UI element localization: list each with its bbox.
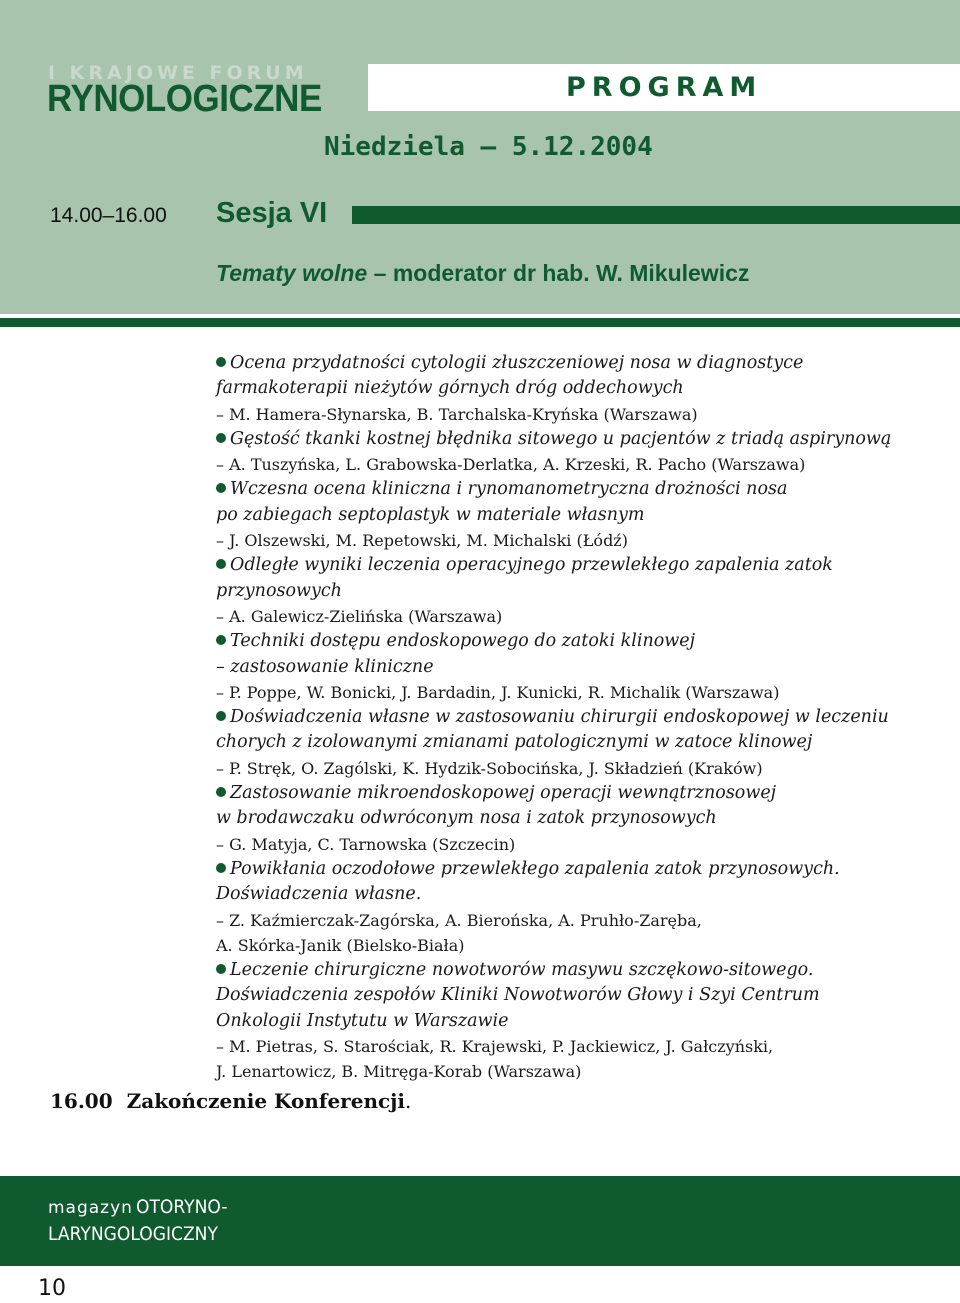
talk-authors: – G. Matyja, C. Tarnowska (Szczecin) bbox=[216, 834, 516, 854]
magazine-title-line2: LARYNGOLOGICZNY bbox=[48, 1223, 218, 1245]
session-time: 14.00–16.00 bbox=[50, 204, 167, 227]
bullet-icon bbox=[216, 787, 226, 797]
page-number: 10 bbox=[38, 1276, 66, 1301]
talk-authors: – P. Poppe, W. Bonicki, J. Bardadin, J. Kunicki, R. Michalik (Warszawa) bbox=[216, 682, 780, 702]
forum-title-line1: I KRAJOWE FORUM bbox=[48, 62, 308, 84]
bullet-icon bbox=[216, 559, 226, 569]
topic-moderator: – moderator dr hab. W. Mikulewicz bbox=[367, 260, 750, 286]
talk-list bbox=[216, 351, 946, 1085]
talk-title: Leczenie chirurgiczne nowotworów masywu szczękowo-sitowego. Doświadczenia zespołów Kliniki Nowotworów Głowy i Szyi Centrum Onkologii Instytutu w Warszawie bbox=[216, 960, 820, 1031]
talk-authors: – Z. Kaźmierczak-Zagórska, A. Bierońska, A. Pruhło-Zaręba, A. Skórka-Janik (Bielsko-Biała) bbox=[216, 910, 702, 955]
forum-title-line2: RYNOLOGICZNE bbox=[47, 78, 322, 120]
program-label: PROGRAM bbox=[566, 72, 763, 103]
talk-item bbox=[216, 705, 946, 781]
talk-authors: – J. Olszewski, M. Repetowski, M. Michalski (Łódź) bbox=[216, 531, 628, 551]
talk-title: Zastosowanie mikroendoskopowej operacji wewnątrznosowej w brodawczaku odwróconym nosa i zatok przynosowych bbox=[216, 783, 777, 829]
bullet-icon bbox=[216, 357, 226, 367]
end-dot: . bbox=[405, 1089, 412, 1113]
talk-item bbox=[216, 781, 946, 857]
talk-item bbox=[216, 553, 946, 629]
talk-item bbox=[216, 958, 946, 1084]
bullet-icon bbox=[216, 433, 226, 443]
talk-authors: – M. Pietras, S. Starościak, R. Krajewski, P. Jackiewicz, J. Gałczyński, J. Lenartowicz, B. Mitręga-Korab (Warszawa) bbox=[216, 1037, 774, 1082]
header-band bbox=[0, 0, 960, 314]
magazine-label: magazyn bbox=[48, 1198, 133, 1218]
talk-authors: – M. Hamera-Słynarska, B. Tarchalska-Kryńska (Warszawa) bbox=[216, 404, 698, 424]
talk-item bbox=[216, 351, 946, 427]
talk-title: Gęstość tkanki kostnej błędnika sitowego u pacjentów z triadą aspirynową bbox=[216, 427, 946, 452]
topic-italic: Tematy wolne bbox=[216, 260, 368, 286]
bullet-icon bbox=[216, 483, 226, 493]
end-time: 16.00 bbox=[50, 1089, 113, 1113]
bullet-icon bbox=[216, 964, 226, 974]
bullet-icon bbox=[216, 711, 226, 721]
end-text: Zakończenie Konferencji bbox=[126, 1089, 405, 1113]
talk-item bbox=[216, 477, 946, 553]
footer-band bbox=[0, 1176, 960, 1266]
session-bar bbox=[352, 206, 960, 224]
session-title: Sesja VI bbox=[216, 197, 328, 229]
talk-item bbox=[216, 857, 946, 958]
talk-title: Odległe wyniki leczenia operacyjnego przewlekłego zapalenia zatok przynosowych bbox=[216, 555, 833, 601]
bullet-icon bbox=[216, 863, 226, 873]
date-heading: Niedziela – 5.12.2004 bbox=[324, 132, 653, 162]
talk-item bbox=[216, 629, 946, 705]
conference-end bbox=[50, 1089, 411, 1113]
talk-title: Wczesna ocena kliniczna i rynomanometryczna drożności nosa po zabiegach septoplastyk w materiale własnym bbox=[216, 479, 788, 525]
bullet-icon bbox=[216, 635, 226, 645]
magazine-title-line1: OTORYNO- bbox=[136, 1196, 228, 1218]
talk-title: Techniki dostępu endoskopowego do zatoki klinowej – zastosowanie kliniczne bbox=[216, 631, 696, 677]
talk-authors: – A. Tuszyńska, L. Grabowska-Derlatka, A. Krzeski, R. Pacho (Warszawa) bbox=[216, 455, 806, 475]
program-band bbox=[368, 64, 960, 111]
talk-item bbox=[216, 427, 946, 478]
session-topic bbox=[216, 260, 749, 287]
talk-authors: – A. Galewicz-Zielińska (Warszawa) bbox=[216, 606, 503, 626]
talk-title: Ocena przydatności cytologii złuszczeniowej nosa w diagnostyce farmakoterapii nieżytów górnych dróg oddechowych bbox=[216, 353, 804, 399]
talk-title: Doświadczenia własne w zastosowaniu chirurgii endoskopowej w leczeniu chorych z izolowanymi zmianami patologicznymi w zatoce klinowej bbox=[216, 707, 889, 753]
header-divider bbox=[0, 318, 960, 327]
talk-title: Powikłania oczodołowe przewlekłego zapalenia zatok przynosowych. Doświadczenia własne. bbox=[216, 858, 840, 905]
talk-authors: – P. Stręk, O. Zagólski, K. Hydzik-Sobocińska, J. Składzień (Kraków) bbox=[216, 758, 763, 778]
